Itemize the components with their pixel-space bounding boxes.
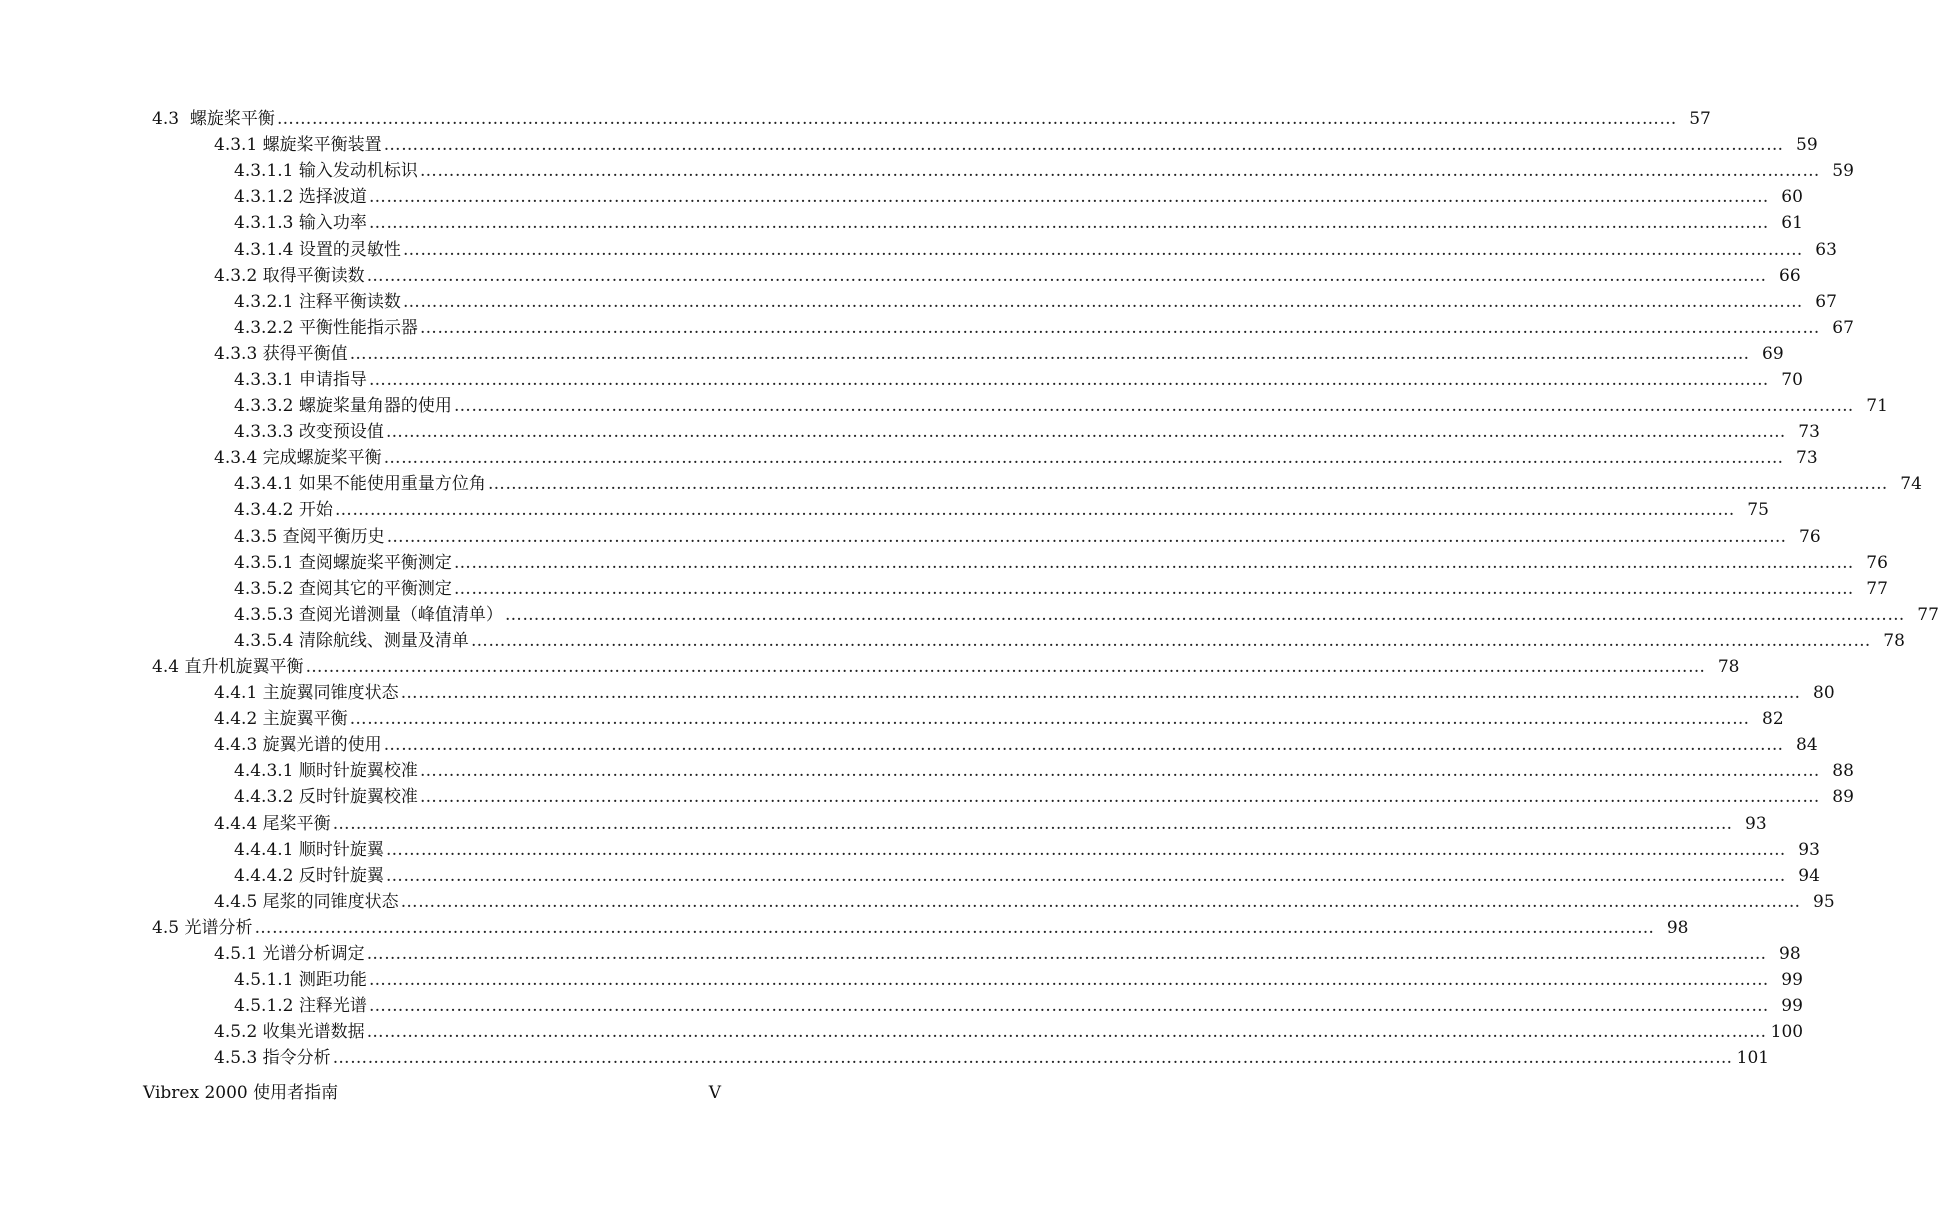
toc-entry-label: 4.3.4.2 开始 <box>234 500 333 521</box>
toc-entry-label: 4.4.3.2 反时针旋翼校准 <box>234 787 418 808</box>
toc-dot-leader: …………………………………………………………………………………………………………………………………………………………………………………………………………………… <box>332 1048 1733 1069</box>
footer-page-number: V <box>708 1083 721 1103</box>
toc-entry[interactable] <box>0 784 1854 810</box>
toc-entry[interactable] <box>0 550 1888 576</box>
toc-entry-page: 73 <box>1798 422 1820 443</box>
toc-entry-page: 78 <box>1717 657 1740 678</box>
toc-entry-label: 4.3.5.1 查阅螺旋桨平衡测定 <box>234 552 452 573</box>
toc-entry-page: 59 <box>1796 135 1818 156</box>
toc-dot-leader: …………………………………………………………………………………………………………………………………………………………………………………………………………………… <box>349 343 1750 364</box>
toc-dot-leader: …………………………………………………………………………………………………………………………………………………………………………………………………………………… <box>349 709 1750 730</box>
toc-entry-label: 4.3.1.1 输入发动机标识 <box>234 161 418 182</box>
toc-entry-label: 4.3.3.1 申请指导 <box>234 369 367 390</box>
toc-dot-leader: …………………………………………………………………………………………………………………………………………………………………………………………………………………… <box>487 474 1888 495</box>
toc-entry-page: 70 <box>1781 369 1803 390</box>
toc-dot-leader: …………………………………………………………………………………………………………………………………………………………………………………………………………………… <box>385 839 1786 860</box>
toc-entry-label: 4.4.4.1 顺时针旋翼 <box>234 839 384 860</box>
toc-entry[interactable] <box>0 602 1939 628</box>
toc-entry-label: 4.4.2 主旋翼平衡 <box>214 709 348 730</box>
toc-entry-label: 4.3.4.1 如果不能使用重量方位角 <box>234 474 486 495</box>
toc-dot-leader: …………………………………………………………………………………………………………………………………………………………………………………………………………………… <box>453 552 1854 573</box>
toc-entry-page: 75 <box>1747 500 1769 521</box>
toc-entry[interactable] <box>0 889 1835 915</box>
toc-dot-leader: …………………………………………………………………………………………………………………………………………………………………………………………………………………… <box>385 865 1786 886</box>
toc-entry-label: 4.5.1 光谱分析调定 <box>214 944 365 965</box>
toc-entry-page: 77 <box>1866 578 1888 599</box>
toc-entry[interactable] <box>0 915 1689 941</box>
toc-entry-label: 4.3.2.1 注释平衡读数 <box>234 291 401 312</box>
toc-entry-page: 59 <box>1832 161 1854 182</box>
toc-dot-leader: …………………………………………………………………………………………………………………………………………………………………………………………………………………… <box>385 422 1786 443</box>
toc-entry-label: 4.3.5.4 清除航线、测量及清单 <box>234 630 469 651</box>
toc-entry[interactable] <box>0 654 1740 680</box>
toc-entry[interactable] <box>0 289 1837 315</box>
toc-dot-leader: …………………………………………………………………………………………………………………………………………………………………………………………………………………… <box>332 813 1733 834</box>
toc-entry[interactable] <box>0 132 1818 158</box>
toc-entry-page: 69 <box>1762 343 1784 364</box>
toc-entry-label: 4.5.1.1 测距功能 <box>234 970 367 991</box>
toc-entry-page: 88 <box>1832 761 1854 782</box>
footer-title: Vibrex 2000 使用者指南 <box>143 1083 339 1103</box>
toc-dot-leader: …………………………………………………………………………………………………………………………………………………………………………………………………………………… <box>276 109 1677 130</box>
toc-entry[interactable] <box>0 393 1888 419</box>
toc-dot-leader: …………………………………………………………………………………………………………………………………………………………………………………………………………………… <box>383 735 1784 756</box>
toc-entry-label: 4.3.2 取得平衡读数 <box>214 265 365 286</box>
toc-entry[interactable] <box>0 811 1767 837</box>
toc-dot-leader: …………………………………………………………………………………………………………………………………………………………………………………………………………………… <box>368 369 1769 390</box>
toc-entry-label: 4.4.1 主旋翼同锥度状态 <box>214 683 399 704</box>
toc-entry-label: 4.3.3 获得平衡值 <box>214 343 348 364</box>
toc-dot-leader: …………………………………………………………………………………………………………………………………………………………………………………………………………………… <box>504 604 1905 625</box>
toc-entry-page: 100 <box>1770 1022 1804 1043</box>
toc-dot-leader: …………………………………………………………………………………………………………………………………………………………………………………………………………………… <box>419 317 1820 338</box>
toc-entry-page: 80 <box>1813 683 1835 704</box>
toc-entry[interactable] <box>0 1019 1804 1045</box>
toc-entry-label: 4.3.1 螺旋桨平衡装置 <box>214 135 382 156</box>
toc-entry-label: 4.4.3.1 顺时针旋翼校准 <box>234 761 418 782</box>
toc-entry-page: 57 <box>1689 109 1711 130</box>
toc-entry-page: 78 <box>1883 630 1905 651</box>
toc-entry-page: 76 <box>1799 526 1821 547</box>
toc-entry-page: 99 <box>1781 970 1803 991</box>
toc-entry[interactable] <box>0 471 1922 497</box>
toc-entry-label: 4.3.4 完成螺旋桨平衡 <box>214 448 382 469</box>
toc-dot-leader: …………………………………………………………………………………………………………………………………………………………………………………………………………………… <box>386 526 1787 547</box>
toc-entry-label: 4.5.2 收集光谱数据 <box>214 1022 365 1043</box>
toc-entry-label: 4.4.4.2 反时针旋翼 <box>234 865 384 886</box>
toc-entry-page: 66 <box>1779 265 1801 286</box>
toc-entry[interactable] <box>0 993 1803 1019</box>
toc-entry[interactable] <box>0 628 1905 654</box>
toc-entry-page: 73 <box>1796 448 1818 469</box>
toc-entry[interactable] <box>0 758 1854 784</box>
toc-entry-page: 95 <box>1813 891 1835 912</box>
toc-entry-label: 4.3.1.4 设置的灵敏性 <box>234 239 401 260</box>
toc-entry[interactable] <box>0 445 1818 471</box>
toc-dot-leader: …………………………………………………………………………………………………………………………………………………………………………………………………………………… <box>453 578 1854 599</box>
toc-entry[interactable] <box>0 184 1803 210</box>
toc-entry-page: 89 <box>1832 787 1854 808</box>
toc-entry-label: 4.5 光谱分析 <box>152 917 253 938</box>
toc-entry[interactable] <box>0 1045 1770 1071</box>
toc-entry[interactable] <box>0 732 1818 758</box>
toc-entry[interactable] <box>0 158 1854 184</box>
toc-entry-page: 93 <box>1798 839 1820 860</box>
toc-dot-leader: …………………………………………………………………………………………………………………………………………………………………………………………………………………… <box>383 135 1784 156</box>
toc-entry-label: 4.3.2.2 平衡性能指示器 <box>234 317 418 338</box>
toc-dot-leader: …………………………………………………………………………………………………………………………………………………………………………………………………………………… <box>366 944 1767 965</box>
toc-entry-page: 74 <box>1900 474 1922 495</box>
toc-entry[interactable] <box>0 837 1820 863</box>
table-of-contents <box>0 106 1939 1071</box>
toc-dot-leader: …………………………………………………………………………………………………………………………………………………………………………………………………………………… <box>402 239 1803 260</box>
toc-entry[interactable] <box>0 524 1821 550</box>
toc-dot-leader: …………………………………………………………………………………………………………………………………………………………………………………………………………………… <box>453 396 1854 417</box>
toc-entry-label: 4.3 螺旋桨平衡 <box>152 109 275 130</box>
toc-entry-page: 67 <box>1832 317 1854 338</box>
toc-entry[interactable] <box>0 967 1803 993</box>
toc-dot-leader: …………………………………………………………………………………………………………………………………………………………………………………………………………………… <box>368 187 1769 208</box>
toc-entry-page: 71 <box>1866 396 1888 417</box>
toc-entry[interactable] <box>0 941 1801 967</box>
toc-entry-page: 101 <box>1736 1048 1770 1069</box>
toc-entry-page: 67 <box>1815 291 1837 312</box>
toc-dot-leader: …………………………………………………………………………………………………………………………………………………………………………………………………………………… <box>402 291 1803 312</box>
toc-dot-leader: …………………………………………………………………………………………………………………………………………………………………………………………………………………… <box>254 917 1655 938</box>
toc-entry[interactable] <box>0 497 1769 523</box>
toc-entry-label: 4.4.4 尾桨平衡 <box>214 813 331 834</box>
toc-entry-label: 4.3.5 查阅平衡历史 <box>234 526 385 547</box>
toc-entry-label: 4.4.5 尾浆的同锥度状态 <box>214 891 399 912</box>
toc-entry[interactable] <box>0 106 1711 132</box>
toc-dot-leader: …………………………………………………………………………………………………………………………………………………………………………………………………………………… <box>305 657 1706 678</box>
toc-entry-label: 4.3.3.3 改变预设值 <box>234 422 384 443</box>
toc-dot-leader: …………………………………………………………………………………………………………………………………………………………………………………………………………………… <box>419 761 1820 782</box>
toc-entry-label: 4.3.3.2 螺旋桨量角器的使用 <box>234 396 452 417</box>
toc-entry-page: 61 <box>1781 213 1803 234</box>
toc-entry[interactable] <box>0 315 1854 341</box>
toc-dot-leader: …………………………………………………………………………………………………………………………………………………………………………………………………………………… <box>419 787 1820 808</box>
toc-dot-leader: …………………………………………………………………………………………………………………………………………………………………………………………………………………… <box>334 500 1735 521</box>
toc-dot-leader: …………………………………………………………………………………………………………………………………………………………………………………………………………………… <box>368 213 1769 234</box>
toc-dot-leader: …………………………………………………………………………………………………………………………………………………………………………………………………………………… <box>368 996 1769 1017</box>
toc-dot-leader: …………………………………………………………………………………………………………………………………………………………………………………………………………………… <box>368 970 1769 991</box>
toc-entry-label: 4.5.1.2 注释光谱 <box>234 996 367 1017</box>
toc-entry-label: 4.5.3 指令分析 <box>214 1048 331 1069</box>
toc-entry-page: 84 <box>1796 735 1818 756</box>
toc-entry[interactable] <box>0 367 1803 393</box>
toc-entry[interactable] <box>0 210 1803 236</box>
toc-entry-label: 4.4 直升机旋翼平衡 <box>152 657 304 678</box>
toc-entry[interactable] <box>0 263 1801 289</box>
toc-entry[interactable] <box>0 419 1820 445</box>
toc-dot-leader: …………………………………………………………………………………………………………………………………………………………………………………………………………………… <box>400 891 1801 912</box>
toc-entry-label: 4.3.5.2 查阅其它的平衡测定 <box>234 578 452 599</box>
toc-entry[interactable] <box>0 576 1888 602</box>
toc-dot-leader: …………………………………………………………………………………………………………………………………………………………………………………………………………………… <box>419 161 1820 182</box>
toc-entry-page: 99 <box>1781 996 1803 1017</box>
page-footer <box>143 1080 721 1106</box>
toc-entry-page: 60 <box>1781 187 1803 208</box>
toc-dot-leader: …………………………………………………………………………………………………………………………………………………………………………………………………………………… <box>366 265 1767 286</box>
toc-entry[interactable] <box>0 863 1820 889</box>
toc-dot-leader: …………………………………………………………………………………………………………………………………………………………………………………………………………………… <box>366 1022 1767 1043</box>
toc-entry-page: 94 <box>1798 865 1820 886</box>
toc-entry-label: 4.3.1.3 输入功率 <box>234 213 367 234</box>
toc-entry-label: 4.3.1.2 选择波道 <box>234 187 367 208</box>
toc-entry-page: 82 <box>1762 709 1784 730</box>
toc-entry-page: 77 <box>1917 604 1939 625</box>
toc-entry-page: 93 <box>1745 813 1767 834</box>
toc-entry-page: 98 <box>1779 944 1801 965</box>
toc-entry-page: 63 <box>1815 239 1837 260</box>
toc-entry-label: 4.4.3 旋翼光谱的使用 <box>214 735 382 756</box>
toc-entry-label: 4.3.5.3 查阅光谱测量（峰值清单） <box>234 604 503 625</box>
toc-dot-leader: …………………………………………………………………………………………………………………………………………………………………………………………………………………… <box>470 630 1871 651</box>
toc-entry[interactable] <box>0 680 1835 706</box>
toc-dot-leader: …………………………………………………………………………………………………………………………………………………………………………………………………………………… <box>383 448 1784 469</box>
toc-entry[interactable] <box>0 341 1784 367</box>
toc-entry[interactable] <box>0 706 1784 732</box>
toc-entry-page: 98 <box>1666 917 1689 938</box>
toc-entry[interactable] <box>0 236 1837 262</box>
toc-dot-leader: …………………………………………………………………………………………………………………………………………………………………………………………………………………… <box>400 683 1801 704</box>
toc-entry-page: 76 <box>1866 552 1888 573</box>
